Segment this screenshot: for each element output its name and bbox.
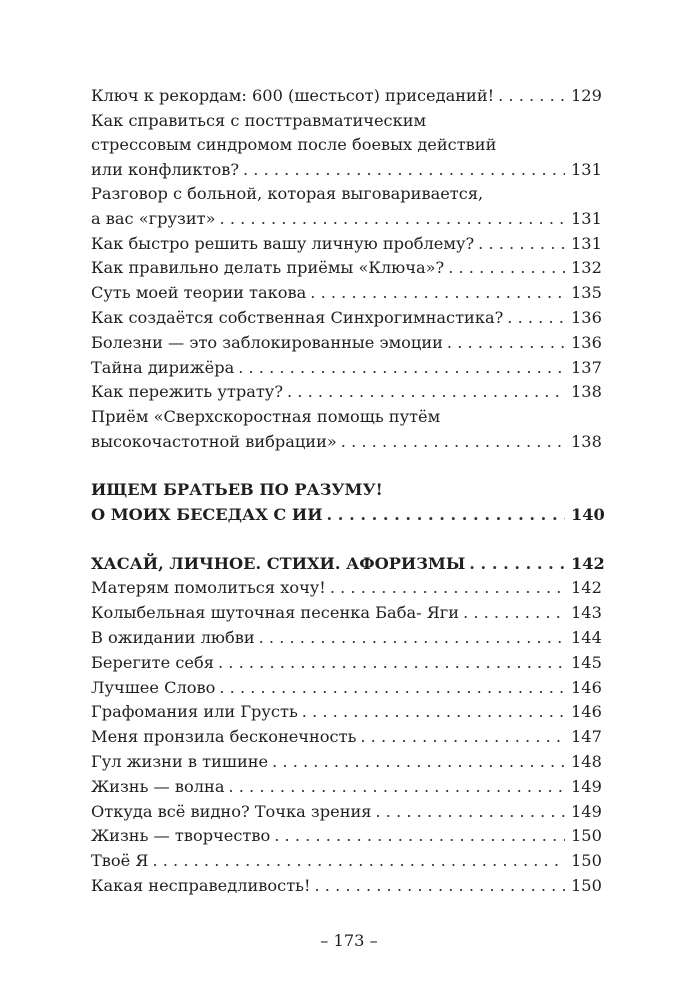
toc-entry-last-line — [91, 626, 602, 650]
dot-leader — [360, 725, 565, 749]
dot-leader — [272, 750, 565, 774]
toc-entry — [91, 356, 602, 380]
toc-entry-last-line — [91, 676, 602, 700]
toc-entry-title-line: О МОИХ БЕСЕДАХ С ИИ — [91, 504, 323, 524]
toc-group-poems — [91, 576, 602, 898]
toc-entry-title — [91, 356, 602, 380]
toc-entry — [91, 281, 602, 305]
dot-leader — [218, 651, 565, 675]
toc-section-heading — [91, 552, 605, 576]
toc-page-number: 145 — [571, 652, 602, 672]
toc-entry-last-line — [91, 700, 602, 724]
toc-entry-title-line: Колыбельная шуточная песенка Баба- Яги — [91, 603, 460, 623]
toc-page-number: 136 — [571, 308, 602, 327]
dot-leader — [243, 158, 565, 182]
toc-page-number: 146 — [571, 677, 602, 697]
toc-entry-last-line — [91, 874, 602, 898]
toc-page-number: 146 — [571, 702, 602, 722]
toc-entry-title — [91, 552, 605, 576]
toc-entry-title-line: Приём «Сверхскоростная помощь путём — [91, 407, 441, 427]
dot-leader — [238, 356, 565, 380]
dot-leader — [310, 281, 565, 305]
toc-group-methods — [91, 84, 602, 454]
table-of-contents — [91, 84, 605, 899]
toc-entry-title — [91, 800, 602, 824]
toc-entry — [91, 775, 602, 799]
toc-entry — [91, 725, 602, 749]
toc-entry-last-line — [91, 849, 602, 873]
toc-entry-title — [91, 775, 602, 799]
toc-entry-title — [91, 750, 602, 774]
toc-entry-title-line: Как правильно делать приёмы «Ключа»? — [91, 258, 445, 278]
toc-entry-title-line: Жизнь — волна — [91, 776, 225, 796]
toc-section-personal — [91, 552, 605, 576]
toc-entry-title-line: Разговор с больной, которая выговаривается, — [91, 184, 484, 204]
dot-leader — [152, 849, 565, 873]
toc-entry — [91, 232, 602, 256]
dot-leader — [220, 207, 565, 231]
dot-leader — [463, 601, 565, 625]
toc-entry — [91, 874, 602, 898]
dot-leader — [478, 232, 565, 256]
toc-entry-title-line: стрессовым синдромом после боевых действий — [91, 135, 497, 155]
toc-entry-title-line: Матерям помолиться хочу! — [91, 578, 326, 598]
toc-entry-last-line — [91, 430, 602, 454]
toc-page-number: 132 — [571, 258, 602, 278]
toc-entry — [91, 800, 602, 824]
toc-entry-title-line: Твоё Я — [91, 851, 149, 871]
toc-entry — [91, 700, 602, 724]
dot-leader — [314, 874, 565, 898]
toc-page-number: 131 — [571, 159, 602, 179]
toc-entry-title-line: Суть моей теории такова — [91, 283, 307, 303]
toc-page-number: 129 — [571, 86, 602, 105]
dot-leader — [228, 775, 565, 799]
toc-entry — [91, 380, 602, 404]
toc-page-number: 138 — [571, 431, 602, 451]
toc-entry-last-line — [91, 256, 602, 280]
toc-entry-title-line: Тайна дирижёра — [91, 357, 235, 377]
toc-entry-last-line — [91, 232, 602, 256]
toc-entry-title — [91, 405, 602, 454]
toc-entry-title-line: или конфликтов? — [91, 159, 240, 179]
toc-page-number: 131 — [571, 208, 602, 228]
toc-entry-title — [91, 109, 602, 182]
toc-entry-last-line — [91, 725, 602, 749]
toc-entry-title-line: Болезни — это заблокированные эмоции — [91, 332, 443, 352]
dot-leader — [447, 331, 565, 355]
toc-page-number: 150 — [571, 851, 602, 871]
toc-entry-last-line — [91, 356, 602, 380]
toc-entry — [91, 306, 602, 330]
toc-entry — [91, 824, 602, 848]
toc-entry-title-line: ХАСАЙ, ЛИЧНОЕ. СТИХИ. АФОРИЗМЫ — [91, 553, 466, 573]
toc-section-heading — [91, 478, 605, 527]
toc-entry-last-line — [91, 503, 605, 527]
toc-page-number: 142 — [571, 578, 602, 598]
toc-entry-title — [91, 874, 602, 898]
toc-entry-last-line — [91, 576, 602, 600]
toc-page-number: 149 — [571, 801, 602, 821]
dot-leader — [448, 256, 565, 280]
toc-page-number: 150 — [571, 826, 602, 846]
toc-entry-title-line: Графомания или Грусть — [91, 702, 298, 722]
toc-entry-title — [91, 84, 602, 108]
dot-leader — [274, 824, 565, 848]
toc-entry-last-line — [91, 775, 602, 799]
toc-entry-title-line: Ключ к рекордам: 600 (шестьсот) приседаний! — [91, 86, 495, 105]
toc-entry-title-line: ИЩЕМ БРАТЬЕВ ПО РАЗУМУ! — [91, 480, 383, 500]
toc-entry-title — [91, 232, 602, 256]
toc-entry-last-line — [91, 552, 605, 576]
dot-leader — [469, 552, 565, 576]
toc-entry-last-line — [91, 601, 602, 625]
toc-page-number: 137 — [571, 357, 602, 377]
toc-section-ai — [91, 478, 605, 527]
toc-entry — [91, 182, 602, 231]
toc-entry-title — [91, 626, 602, 650]
toc-entry-last-line — [91, 380, 602, 404]
toc-page-number: 150 — [571, 875, 602, 895]
toc-entry-title-line: Как справиться с посттравматическим — [91, 110, 427, 130]
toc-entry — [91, 626, 602, 650]
toc-entry-title — [91, 651, 602, 675]
toc-page-number: 148 — [571, 751, 602, 771]
toc-entry-last-line — [91, 331, 602, 355]
page-number-footer: – 173 – — [320, 931, 378, 950]
toc-entry-title-line: высокочастотной вибрации» — [91, 431, 337, 451]
toc-entry-title-line: Берегите себя — [91, 652, 214, 672]
dot-leader — [302, 700, 565, 724]
toc-entry — [91, 576, 602, 600]
toc-entry-title — [91, 824, 602, 848]
toc-entry-title-line: а вас «грузит» — [91, 208, 216, 228]
section-gap — [91, 528, 599, 552]
toc-entry-last-line — [91, 84, 602, 108]
toc-entry-title — [91, 380, 602, 404]
toc-entry-title-line: Как быстро решить вашу личную проблему? — [91, 233, 475, 253]
toc-entry-title-line: Гул жизни в тишине — [91, 751, 269, 771]
dot-leader — [327, 503, 565, 527]
toc-page-number: 131 — [571, 233, 602, 253]
dot-leader — [507, 306, 565, 330]
toc-entry-last-line — [91, 207, 602, 231]
dot-leader — [259, 626, 565, 650]
toc-entry-title-line: Как создаётся собственная Синхрогимнастика? — [91, 308, 504, 327]
dot-leader — [219, 676, 565, 700]
toc-entry-last-line — [91, 651, 602, 675]
toc-entry-title — [91, 700, 602, 724]
toc-entry-title — [91, 601, 602, 625]
toc-entry-title — [91, 182, 602, 231]
toc-entry — [91, 601, 602, 625]
toc-entry-title-line: Жизнь — творчество — [91, 826, 271, 846]
toc-page-number: 135 — [571, 283, 602, 303]
toc-entry — [91, 849, 602, 873]
toc-entry-last-line — [91, 800, 602, 824]
dot-leader — [341, 430, 565, 454]
toc-entry-title-line: Лучшее Слово — [91, 677, 216, 697]
toc-entry — [91, 676, 602, 700]
toc-page-number: 138 — [571, 382, 602, 402]
dot-leader — [330, 576, 565, 600]
dot-leader — [375, 800, 565, 824]
toc-page-number: 142 — [571, 553, 605, 573]
toc-page-number: 149 — [571, 776, 602, 796]
toc-entry-title-line: Откуда всё видно? Точка зрения — [91, 801, 372, 821]
toc-entry-title — [91, 478, 605, 527]
toc-entry-last-line — [91, 281, 602, 305]
toc-page-number: 147 — [571, 727, 602, 747]
toc-page-number: 143 — [571, 603, 602, 623]
toc-entry — [91, 405, 602, 454]
toc-page-number: 136 — [571, 332, 602, 352]
toc-entry-title-line: Какая несправедливость! — [91, 875, 311, 895]
toc-entry — [91, 256, 602, 280]
toc-page-number: 144 — [571, 627, 602, 647]
toc-entry-title-line: Как пережить утрату? — [91, 382, 283, 402]
dot-leader — [498, 84, 565, 108]
toc-entry — [91, 109, 602, 182]
toc-entry-last-line — [91, 158, 602, 182]
section-gap — [91, 454, 599, 478]
toc-entry-title — [91, 306, 602, 330]
toc-entry-last-line — [91, 306, 602, 330]
toc-entry-title — [91, 725, 602, 749]
toc-entry-title — [91, 281, 602, 305]
toc-entry — [91, 750, 602, 774]
toc-entry — [91, 651, 602, 675]
toc-entry-title-line: В ожидании любви — [91, 627, 255, 647]
toc-entry-title — [91, 331, 602, 355]
toc-entry-title — [91, 256, 602, 280]
toc-entry — [91, 84, 602, 108]
toc-entry — [91, 331, 602, 355]
toc-entry-title — [91, 576, 602, 600]
toc-entry-title — [91, 676, 602, 700]
toc-entry-title — [91, 849, 602, 873]
toc-entry-last-line — [91, 824, 602, 848]
toc-entry-last-line — [91, 750, 602, 774]
toc-entry-title-line: Меня пронзила бесконечность — [91, 727, 357, 747]
toc-page-number: 140 — [571, 504, 605, 524]
dot-leader — [287, 380, 565, 404]
